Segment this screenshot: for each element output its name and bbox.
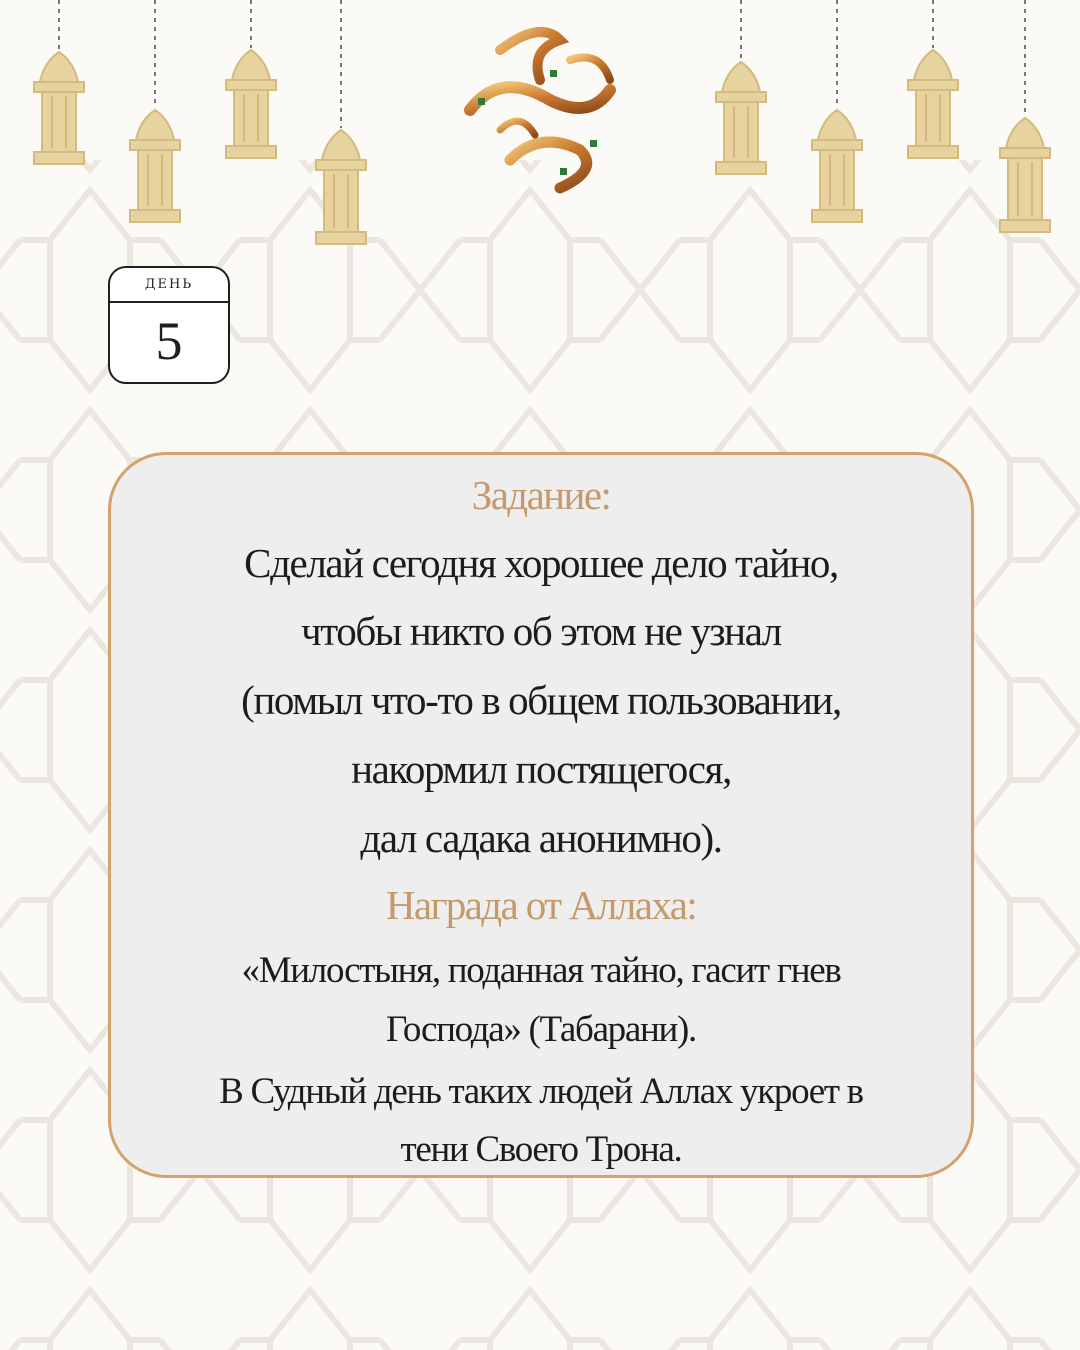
lantern-icon [22,0,96,190]
reward-line: В Судный день таких людей Аллах укроет в [219,1071,863,1112]
day-badge [108,266,230,384]
lantern-icon [704,0,778,200]
reward-line: Господа» (Табарани). [386,1009,696,1050]
lantern-icon [800,0,874,245]
lantern-icon [214,0,288,180]
task-line: (помыл что-то в общем пользовании, [241,677,841,723]
lantern-icon [118,0,192,245]
task-line: Сделай сегодня хорошее дело тайно, [244,540,838,586]
task-heading: Задание: [471,472,611,518]
reward-line: тени Своего Трона. [400,1129,682,1170]
day-label: ДЕНЬ [144,277,194,292]
lantern-icon [304,0,378,260]
day-number: 5 [155,311,183,371]
task-line: накормил постящегося, [351,746,731,792]
reward-heading: Награда от Аллаха: [385,882,697,928]
task-line: дал садака анонимно). [360,815,722,861]
task-card [108,452,974,1178]
lantern-icon [896,0,970,180]
ramadan-calligraphy-icon [440,10,640,200]
task-line: чтобы никто об этом не узнал [301,608,781,654]
reward-line: «Милостыня, поданная тайно, гасит гнев [241,950,841,991]
lantern-icon [988,0,1062,250]
day-divider [110,301,228,303]
